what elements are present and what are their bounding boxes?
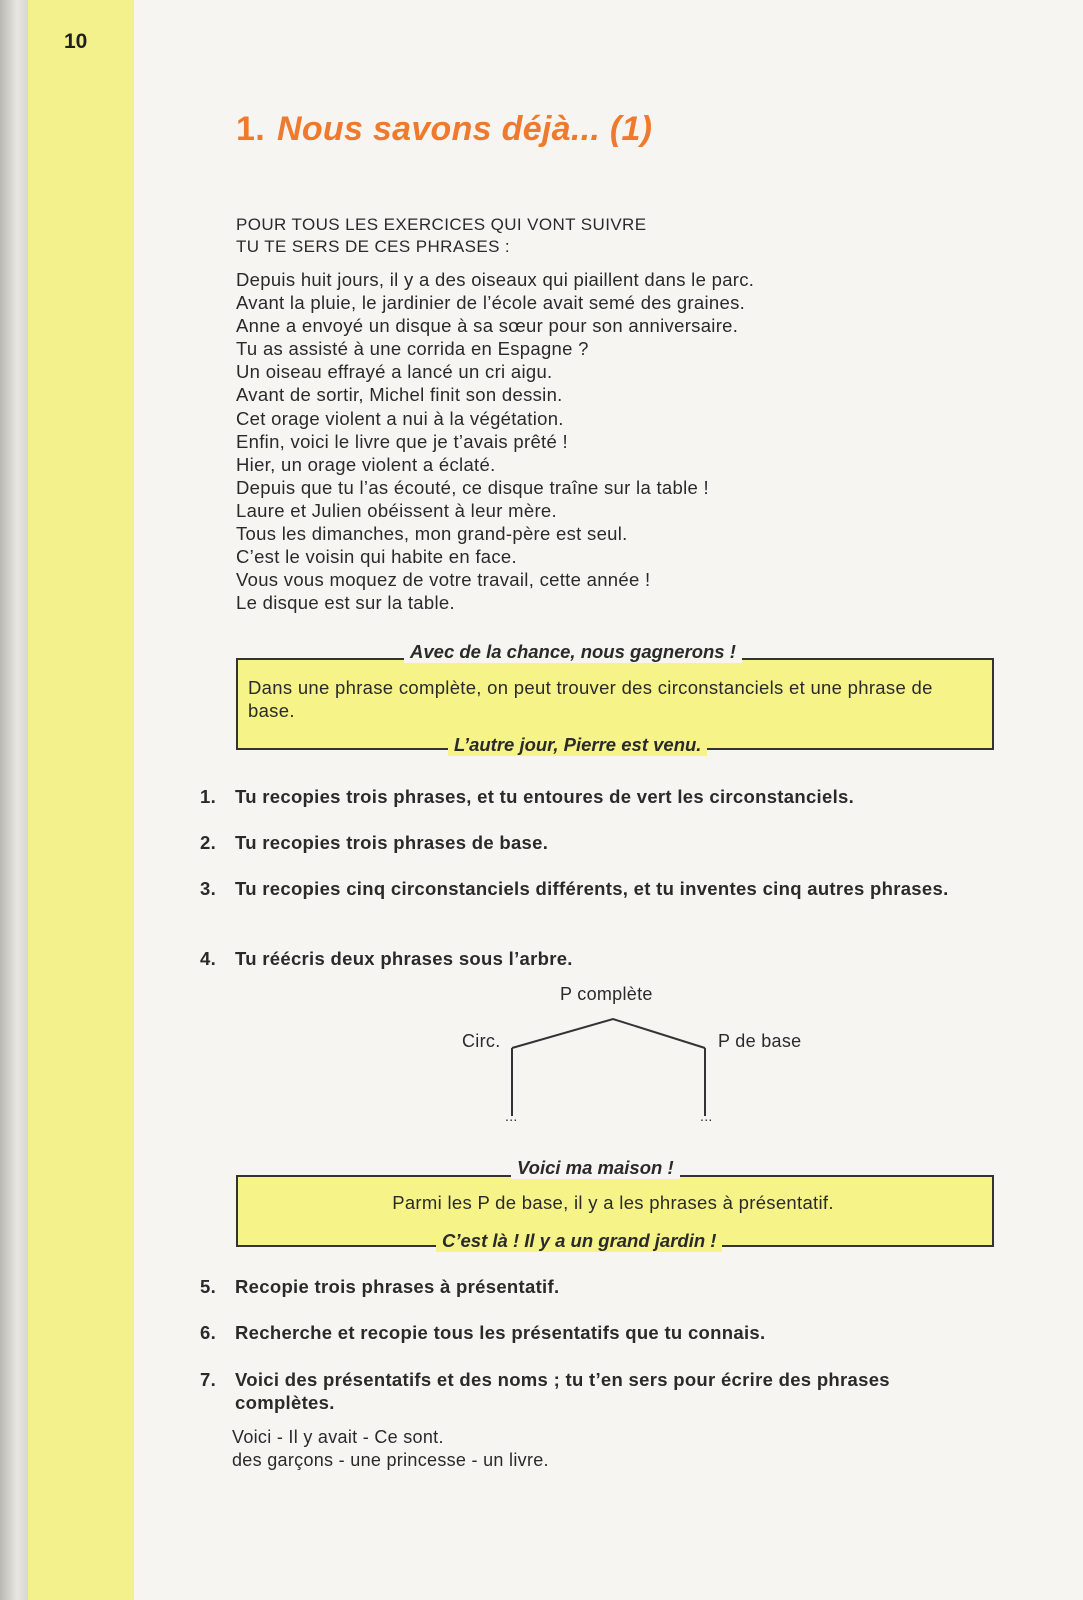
rule-box-text: Parmi les P de base, il y a les phrases à présentatif. [392,1192,834,1213]
tree-leaf-left: ... [505,1108,518,1124]
tree-branch [512,1019,705,1048]
instructions [236,214,646,258]
exercise-text: Recherche et recopie tous les présentatifs que tu connais. [235,1322,766,1343]
sentence: Laure et Julien obéissent à leur mère. [236,499,557,521]
exercise-text: Tu recopies trois phrases, et tu entoures de vert les circonstanciels. [235,786,855,807]
tree-right-label: P de base [718,1031,802,1051]
exercise-number: 4. [200,948,217,969]
tree-leaf-right: ... [700,1108,713,1124]
tree-root-label: P complète [560,984,653,1004]
lesson-title [236,110,652,149]
sentence: Depuis huit jours, il y a des oiseaux qui piaillent dans le parc. [236,269,755,290]
rule-box-example-top: Avec de la chance, nous gagnerons ! [404,641,742,663]
rule-box-text: Dans une phrase complète, on peut trouver des circonstanciels et une phrase de base. [248,677,933,721]
exercise-item [200,1275,990,1298]
exercise-item [200,831,990,854]
page-number: 10 [64,30,88,53]
tree-left-label: Circ. [462,1031,501,1051]
sentence: Avant la pluie, le jardinier de l’école avait semé des graines. [236,292,746,314]
rule-box-presentatif [236,1157,994,1251]
rule-box-circonstanciels [236,640,994,760]
exercise-number: 6. [200,1322,217,1343]
exercise-text: Voici des présentatifs et des noms ; tu t’en sers pour écrire des phrases complètes. [235,1369,890,1413]
tree-diagram [500,1010,710,1120]
exercise-item [200,1368,990,1414]
sentence: Enfin, voici le livre que je t’avais prêté ! [236,430,568,452]
rule-box-example-bottom: L’autre jour, Pierre est venu. [448,734,707,756]
exercise-text: Tu recopies cinq circonstanciels différents, et tu inventes cinq autres phrases. [235,878,949,899]
exercise-text: Tu recopies trois phrases de base. [235,832,549,853]
sentence: Cet orage violent a nui à la végétation. [236,407,564,429]
sentence: Anne a envoyé un disque à sa sœur pour son anniversaire. [236,315,739,337]
instruction-line: TU TE SERS DE CES PHRASES : [236,237,511,256]
rule-box-example-bottom: C’est là ! Il y a un grand jardin ! [436,1230,722,1252]
exercise-text: Tu réécris deux phrases sous l’arbre. [235,948,573,969]
exercise-item [200,877,990,900]
sentence: Le disque est sur la table. [236,592,455,614]
lesson-title-text: Nous savons déjà... (1) [276,110,653,148]
exercise-7-words [232,1426,549,1472]
sentence: Tu as assisté à une corrida en Espagne ? [236,338,589,360]
sentence: Tous les dimanches, mon grand-père est seul. [236,523,628,545]
exercise-number: 2. [200,832,217,853]
margin-band [28,0,134,1600]
sentence: Depuis que tu l’as écouté, ce disque traîne sur la table ! [236,476,709,498]
exercise-item [200,947,990,970]
sentence: C’est le voisin qui habite en face. [236,546,517,568]
sentence-list [236,268,754,614]
sentence: Un oiseau effrayé a lancé un cri aigu. [236,361,553,383]
exercise-number: 5. [200,1276,217,1297]
book-spine [0,0,28,1600]
sentence: Vous vous moquez de votre travail, cette année ! [236,569,651,591]
word-list-line: Voici - Il y avait - Ce sont. [232,1427,444,1447]
exercise-item [200,1321,990,1344]
sentence: Avant de sortir, Michel finit son dessin. [236,384,563,406]
sentence: Hier, un orage violent a éclaté. [236,453,496,475]
exercise-number: 3. [200,878,217,899]
instruction-line: POUR TOUS LES EXERCICES QUI VONT SUIVRE [236,215,647,234]
exercise-text: Recopie trois phrases à présentatif. [235,1276,560,1297]
exercise-number: 7. [200,1369,217,1390]
lesson-number: 1. [236,110,265,148]
exercise-item [200,785,990,808]
word-list-line: des garçons - une princesse - un livre. [232,1450,549,1470]
rule-box-example-top: Voici ma maison ! [511,1157,680,1179]
exercise-number: 1. [200,786,217,807]
